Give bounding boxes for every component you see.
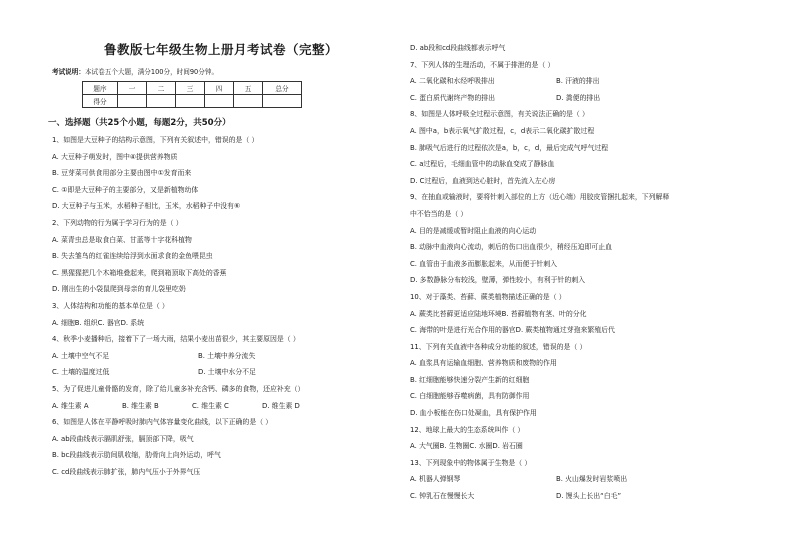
option-line: A. 大豆种子萌发时，图中④提供营养物质 xyxy=(52,152,178,161)
option-line: D. 大豆种子与玉米，水稻种子相比，玉米，水稻种子中没有⑥ xyxy=(52,202,241,211)
option-line: D. 多数静脉分布较浅，壁薄，弹性较小，有利于针的刺入 xyxy=(410,276,586,285)
score-table-score-row xyxy=(83,95,302,108)
score-cell[interactable] xyxy=(205,95,234,108)
option-line: A. 菜青虫总是取食白菜、甘蓝等十字花科植物 xyxy=(52,235,192,244)
score-cell[interactable] xyxy=(176,95,205,108)
option-pair xyxy=(410,90,750,107)
question-line: 5、为了促进儿童骨骼的发育，除了给儿童多补充含钙、磷多的食物，还应补充（） xyxy=(52,384,305,393)
question-line: 10、对于藻类、苔藓、蕨类植物描述正确的是（ ） xyxy=(410,292,566,301)
option-item: A. 维生素 A xyxy=(52,401,89,410)
right-column xyxy=(410,40,750,505)
option-line: C. a过程后，毛细血管中的动脉血变成了静脉血 xyxy=(410,160,555,169)
score-cell[interactable] xyxy=(234,95,263,108)
score-header-cell: 三 xyxy=(176,82,205,95)
option-item: B. 火山爆发时岩浆喷出 xyxy=(556,475,628,484)
option-item: C. 钟乳石在慢慢长大 xyxy=(410,492,475,501)
option-line: A. 大气圈B. 生物圈C. 水圈D. 岩石圈 xyxy=(410,442,523,451)
exam-note xyxy=(52,66,390,76)
score-header-cell: 一 xyxy=(118,82,147,95)
option-line: A. 蕨类比苔藓更适应陆地环境B. 苔藓植物有茎、叶的分化 xyxy=(410,309,587,318)
option-quad xyxy=(52,398,390,415)
option-line: C. 血管由于血液多而膨胀起来，从而便于针刺入 xyxy=(410,259,558,268)
option-line: A. 图中a，b表示氧气扩散过程，c，d表示二氧化碳扩散过程 xyxy=(410,126,595,135)
score-header-cell: 四 xyxy=(205,82,234,95)
option-line: A. ab段曲线表示膈肌舒张，膈顶部下降，吸气 xyxy=(52,434,194,443)
question-line: 7、下列人体的生理活动，不属于排泄的是（ ） xyxy=(410,60,555,69)
exam-note-text: 本试卷五个大题，满分100分，时间90分钟。 xyxy=(84,68,219,76)
question-line: 中不恰当的是（ ） xyxy=(410,209,468,218)
score-header-cell: 题序 xyxy=(83,82,118,95)
score-cell[interactable] xyxy=(118,95,147,108)
option-pair xyxy=(410,488,750,505)
option-pair xyxy=(410,73,750,90)
option-line: C. ①即是大豆种子的主要部分，又是新植物幼体 xyxy=(52,185,199,194)
option-line: A. 目的是减缓或暂时阻止血液的向心运动 xyxy=(410,226,537,235)
score-cell[interactable] xyxy=(147,95,176,108)
option-item: B. 汗液的排出 xyxy=(556,77,600,86)
option-line: C. 白细胞能够吞噬病菌，具有防御作用 xyxy=(410,392,530,401)
question-line: 1、如图是大豆种子的结构示意图，下列有关叙述中，错误的是（ ） xyxy=(52,136,259,144)
score-header-cell: 二 xyxy=(147,82,176,95)
question-line: 3、人体结构和功能的基本单位是（ ） xyxy=(52,301,169,310)
score-table xyxy=(82,81,302,108)
option-line: B. 豆芽菜可供食用部分主要由图中①发育而来 xyxy=(52,169,192,178)
option-pair xyxy=(410,471,750,488)
option-item: D. 馒头上长出“白毛” xyxy=(556,492,622,501)
page-title: 鲁教版七年级生物上册月考试卷（完整） xyxy=(103,42,338,57)
option-line: B. 红细胞能够快速分裂产生新的红细胞 xyxy=(410,375,530,384)
option-line: B. 失去雏鸟的红雀连续给浮到水面求食的金鱼喂昆虫 xyxy=(52,252,213,261)
option-line: D. 血小板能在伤口处凝血，具有保护作用 xyxy=(410,409,537,418)
score-cell[interactable] xyxy=(263,95,302,108)
question-line: 11、下列有关血液中各种成分功能的叙述，错误的是（ ） xyxy=(410,342,587,351)
option-item: A. 土壤中空气不足 xyxy=(52,351,110,360)
option-line: A. 血浆具有运输血细胞、营养物质和废物的作用 xyxy=(410,359,557,368)
option-line: C. 海带的叶是进行光合作用的器官D. 蕨类植物通过芽孢来繁殖后代 xyxy=(410,326,615,335)
score-header-cell: 五 xyxy=(234,82,263,95)
option-line: C. cd段曲线表示肺扩张，肺内气压小于外界气压 xyxy=(52,467,201,476)
option-line: D. ab段和cd段曲线都表示呼气 xyxy=(410,44,506,52)
question-line: 8、如图是人体呼吸全过程示意图，有关说法正确的是（ ） xyxy=(410,110,589,119)
score-row-label: 得分 xyxy=(83,95,118,108)
option-pair xyxy=(52,348,390,365)
option-line: B. bc段曲线表示肋间肌收缩，肋骨向上向外运动，呼气 xyxy=(52,451,221,460)
question-line: 2、下列动物的行为属于学习行为的是（ ） xyxy=(52,218,183,227)
option-line: C. 黑猩猩把几个木箱堆叠起来，爬到箱顶取下高处的香蕉 xyxy=(52,268,227,277)
option-item: A. 二氧化碳和水经呼吸排出 xyxy=(410,77,495,86)
question-line: 6、如图是人体在平静呼吸时肺内气体容量变化曲线，以下正确的是（ ） xyxy=(52,418,273,427)
exam-note-label: 考试说明： xyxy=(52,68,85,76)
option-item: D. 粪便的排出 xyxy=(556,93,601,102)
option-line: B. 动脉中血液向心流动，刺后的伤口出血很少，稍经压迫即可止血 xyxy=(410,243,613,252)
option-item: B. 维生素 B xyxy=(122,401,159,410)
score-header-cell: 总分 xyxy=(263,82,302,95)
question-line: 9、在抽血或输液时，要将针刺入部位的上方（近心端）用胶皮管捆扎起来，下列解释 xyxy=(410,193,670,202)
question-line: 4、秋季小麦播种后，接着下了一场大雨，结果小麦出苗很少，其主要原因是（ ） xyxy=(52,335,300,344)
option-line: D. 刚出生的小袋鼠爬到母亲的育儿袋里吃奶 xyxy=(52,285,186,294)
option-line: A. 细胞B. 组织C. 器官D. 系统 xyxy=(52,318,145,327)
option-item: C. 蛋白质代谢终产物的排出 xyxy=(410,93,495,102)
option-pair xyxy=(52,364,390,381)
option-item: A. 机器人弹钢琴 xyxy=(410,475,461,484)
option-item: C. 土壤的温度过低 xyxy=(52,368,110,377)
option-item: C. 维生素 C xyxy=(192,401,229,410)
option-line: D. C过程后，血液到达心脏时，首先流入左心房 xyxy=(410,176,556,185)
option-line: B. 肺吸气后进行的过程依次是a，b，c，d，最后完成气呼气过程 xyxy=(410,143,609,152)
score-table-header-row xyxy=(83,82,302,95)
left-column xyxy=(48,40,390,480)
option-item: B. 土壤中养分流失 xyxy=(198,351,256,360)
option-item: D. 土壤中水分不足 xyxy=(198,368,256,377)
option-item: D. 维生素 D xyxy=(262,401,300,410)
question-line: 12、地球上最大的生态系统叫作（ ） xyxy=(410,425,525,434)
question-line: 13、下列现象中的物体属于生物是（ ） xyxy=(410,458,532,467)
section-title: 一、选择题（共25个小题，每题2分，共50分） xyxy=(48,118,231,128)
